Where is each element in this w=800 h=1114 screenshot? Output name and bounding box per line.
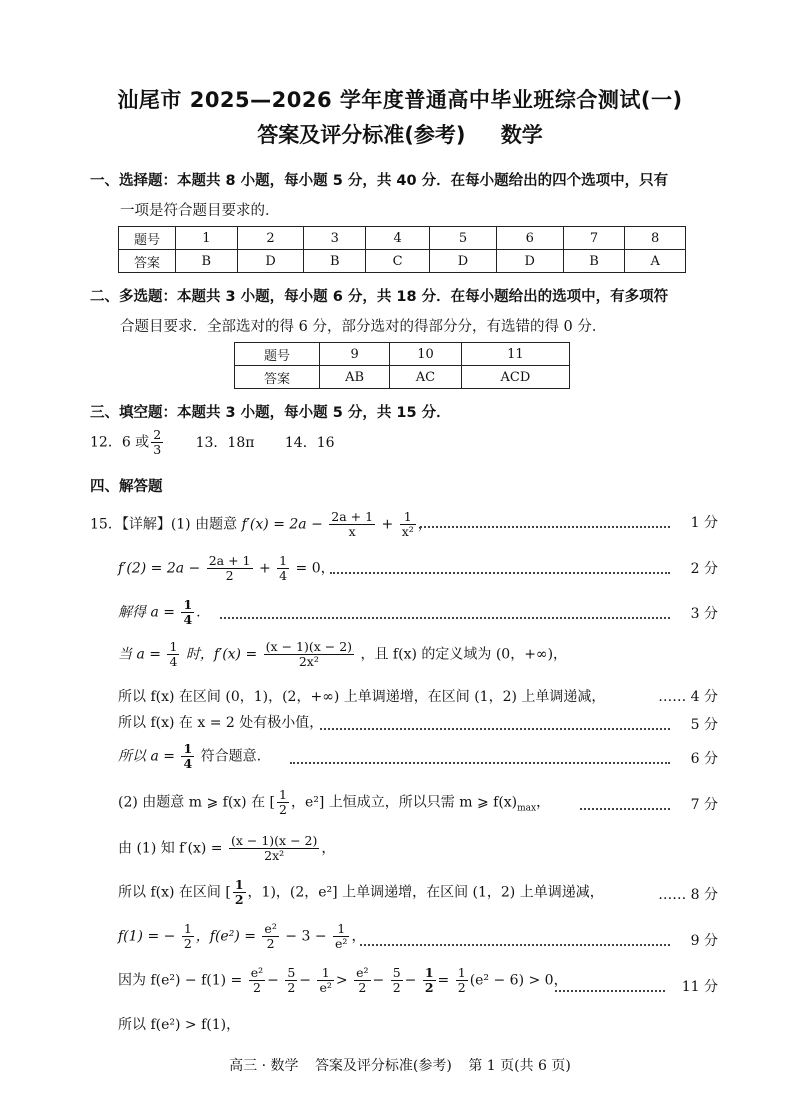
solution-line-7: 所以 a = $\frac{1}{4}$ 符合题意. (118, 741, 262, 771)
solution-line-11: f(1) = − $\frac{1}{2}$ ，f(e²) = $\frac{\text{e²}}{2}$ − 3 − $\frac{1}{\text{e²}}$ ， (118, 921, 366, 951)
q-num: 10 (390, 343, 462, 366)
score-leader (360, 944, 670, 946)
q-num: 7 (563, 227, 625, 250)
answer-cell: D (237, 250, 304, 273)
score-leader (580, 808, 670, 810)
solution-line-4: 当 a = $\frac{1}{4}$ 时，f′(x) = $\frac{(x - 1)(x - 2)}{\text{2x²}}$ ，且 f(x) 的定义域为 (0，+∞)， (118, 639, 568, 669)
answer-cell: B (563, 250, 625, 273)
solution-line-3: 解得 a = $\frac{1}{4}$ . (118, 597, 201, 627)
q-num: 8 (625, 227, 686, 250)
score-leader (420, 526, 670, 528)
row-label-question: 题号 (235, 343, 320, 366)
answer-cell: B (176, 250, 238, 273)
solution-line-5: 所以 f(x) 在区间 (0，1)，(2，+∞) 上单调递增，在区间 (1，2) 上单调递减， (118, 689, 606, 705)
answer-cell: AC (390, 366, 462, 389)
section-2-heading: 二、多选题：本题共 3 小题，每小题 6 分，共 18 分．在每小题给出的选项中，有多项符 合题目要求．全部选对的得 6 分，部分选对的得部分分，有选错的得 0 分． (90, 289, 669, 335)
mc-answer-table (118, 226, 686, 273)
q-num: 5 (430, 227, 497, 250)
solution-line-12: 因为 f(e²) − f(1) = $\frac{\text{e²}}{2}$ − $\frac{5}{2}$ − $\frac{1}{\text{e²}}$ > $\frac{\text{e²}}{2}$ − $\frac{5}{2}$ − $\frac{1}{2}$ = $\frac{1}{2}$ (e² − 6) > 0， (118, 965, 568, 995)
answer-cell: D (496, 250, 563, 273)
score-leader (330, 572, 670, 574)
score-mark: 7 分 (690, 797, 718, 813)
row-label-answer: 答案 (119, 250, 176, 273)
footer-page-number: 第 1 页(共 6 页) (468, 1058, 571, 1074)
multi-answer-table (234, 342, 570, 389)
row-label-answer: 答案 (235, 366, 320, 389)
footer-doc: 答案及评分标准(参考) (314, 1058, 452, 1074)
table-row (119, 250, 686, 273)
fraction: $\frac{2}{3}$ (153, 427, 162, 457)
score-mark: 2 分 (690, 561, 718, 577)
solution-line-9: 由 (1) 知 f′(x) = $\frac{(x - 1)(x - 2)}{\text{2x²}}$ ， (118, 833, 336, 863)
q-num: 2 (237, 227, 304, 250)
page-subtitle (0, 119, 800, 149)
score-mark: 9 分 (690, 933, 718, 949)
solution-line-1: 15．【详解】(1) 由题意 f′(x) = 2a − $\frac{2a + 1}{x}$ + $\frac{1}{\text{x²}}$ ， (90, 509, 432, 539)
answer-cell: B (304, 250, 366, 273)
footer-subject: 高三 · 数学 (229, 1058, 299, 1074)
fill-in-answers: 12．6 或 $\frac{2}{3}$ 13．18π 14．16 (90, 427, 335, 457)
section-4-heading: 四、解答题 (90, 479, 163, 495)
solution-line-6: 所以 f(x) 在 x = 2 处有极小值， (118, 715, 324, 731)
answer-cell: ACD (461, 366, 569, 389)
solution-line-10: 所以 f(x) 在区间 [ $\frac{1}{2}$ ，1)，(2，e²] 上单调递增，在区间 (1，2) 上单调递减， (118, 877, 604, 907)
subtitle-doc: 答案及评分标准(参考) (257, 123, 466, 147)
score-mark: 6 分 (690, 751, 718, 767)
page-footer (0, 1055, 800, 1075)
subtitle-subject: 数学 (500, 123, 543, 147)
score-mark: …… 4 分 (658, 689, 718, 705)
score-mark: 1 分 (690, 515, 718, 531)
solution-line-2: f′(2) = 2a − $\frac{2a + 1}{2}$ + $\frac{1}{4}$ = 0， (118, 553, 335, 583)
q-num: 1 (176, 227, 238, 250)
section-1-heading: 一、选择题：本题共 8 小题，每小题 5 分，共 40 分．在每小题给出的四个选项中，只有 一项是符合题目要求的． (90, 173, 669, 219)
score-leader (220, 617, 670, 619)
q-num: 9 (320, 343, 390, 366)
score-leader (320, 728, 670, 730)
answer-cell: AB (320, 366, 390, 389)
score-mark: 5 分 (690, 717, 718, 733)
q-num: 11 (461, 343, 569, 366)
section-3-heading: 三、填空题：本题共 3 小题，每小题 5 分，共 15 分． (90, 405, 451, 421)
solution-line-8: (2) 由题意 m ⩾ f(x) 在 [ $\frac{1}{2}$ ，e²] 上恒成立，所以只需 m ⩾ $f(x)_{max}$， (118, 787, 551, 817)
table-row (235, 366, 570, 389)
score-mark: …… 8 分 (658, 887, 718, 903)
page-title: 汕尾市 2025—2026 学年度普通高中毕业班综合测试(一) (117, 88, 683, 112)
score-leader (290, 762, 670, 764)
answer-cell: C (366, 250, 430, 273)
table-row (119, 227, 686, 250)
answer-cell: D (430, 250, 497, 273)
table-row (235, 343, 570, 366)
q-num: 3 (304, 227, 366, 250)
score-mark: 11 分 (681, 979, 718, 995)
answer-cell: A (625, 250, 686, 273)
row-label-question: 题号 (119, 227, 176, 250)
q-num: 4 (366, 227, 430, 250)
score-leader (555, 990, 665, 992)
score-mark: 3 分 (690, 606, 718, 622)
q-num: 6 (496, 227, 563, 250)
solution-line-13: 所以 f(e²) > f(1)， (118, 1017, 241, 1033)
